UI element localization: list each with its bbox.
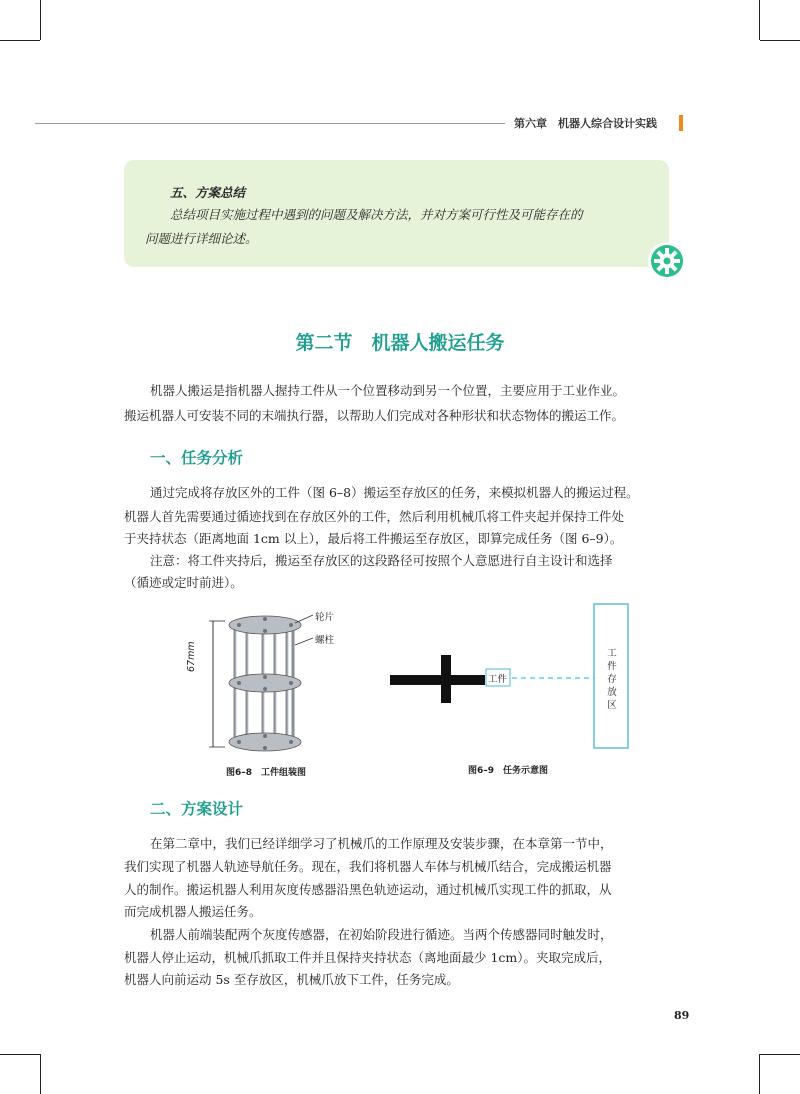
crop-mark [760, 1054, 800, 1055]
paragraph-line: 在第二章中，我们已经详细学习了机械爪的工作原理及安装步骤，在本章第一节中， [150, 836, 613, 851]
workpiece-label: 工件 [488, 674, 508, 685]
paragraph-line: 搬运机器人可安装不同的末端执行器，以帮助人们完成对各种形状和状态物体的搬运工作。 [124, 408, 625, 423]
paragraph-line: 机器人前端装配两个灰度传感器，在初始阶段进行循迹。当两个传感器同时触发时， [150, 927, 613, 942]
paragraph-line: 我们实现了机器人轨迹导航任务。现在，我们将机器人车体与机械爪结合，完成搬运机器 [124, 859, 612, 874]
header-accent-bar [679, 115, 683, 131]
crop-mark [759, 1054, 760, 1094]
storage-zone-label: 工件存放区 [607, 648, 617, 711]
paragraph-line: 注意：将工件夹持后，搬运至存放区的这段路径可按照个人意愿进行自主设计和选择 [150, 553, 613, 568]
page-number: 89 [674, 1009, 690, 1022]
summary-text: 总结项目实施过程中遇到的问题及解决方法，并对方案可行性及可能存在的 [170, 207, 583, 222]
label-pillar: 螺柱 [315, 635, 335, 646]
summary-heading: 五、方案总结 [170, 185, 246, 200]
paragraph-line: 人的制作。搬运机器人利用灰度传感器沿黑色轨迹运动，通过机械爪实现工件的抓取，从 [124, 882, 612, 897]
paragraph-line: （循迹或定时前进）。 [124, 575, 243, 590]
label-wheel: 轮片 [315, 612, 335, 623]
paragraph-line: 通过完成将存放区外的工件（图 6–8）搬运至存放区的任务，来模拟机器人的搬运过程。 [150, 485, 639, 500]
paragraph-line: 而完成机器人搬运任务。 [124, 904, 262, 919]
crop-mark [40, 0, 41, 40]
subsection-heading: 一、任务分析 [150, 449, 244, 467]
figure-caption: 图6–9 任务示意图 [468, 766, 549, 776]
crop-mark [40, 1054, 41, 1094]
subsection-heading: 二、方案设计 [150, 800, 244, 818]
crop-mark [760, 40, 800, 41]
paragraph-line: 于夹持状态（距离地面 1cm 以上），最后将工件搬运至存放区，即算完成任务（图 6–9）。 [124, 531, 623, 546]
paragraph-line: 机器人搬运是指机器人握持工件从一个位置移动到另一个位置，主要应用于工业作业。 [150, 383, 626, 398]
task-diagram-figure [390, 603, 640, 753]
crop-mark [759, 0, 760, 40]
paragraph-line: 机器人向前运动 5s 至存放区，机械爪放下工件，任务完成。 [124, 972, 459, 987]
header-rule [35, 123, 505, 124]
dimension-label: 67mm [186, 641, 197, 672]
crop-mark [0, 40, 40, 41]
crop-mark [0, 1054, 40, 1055]
gear-icon [647, 241, 687, 281]
workpiece-assembly-figure [195, 605, 355, 755]
paragraph-line: 机器人停止运动，机械爪抓取工件并且保持夹持状态（离地面最少 1cm）。夹取完成后， [124, 950, 612, 965]
paragraph-line: 机器人首先需要通过循迹找到在存放区外的工件，然后利用机械爪将工件夹起并保持工件处 [124, 509, 625, 524]
chapter-title: 第六章 机器人综合设计实践 [514, 117, 657, 130]
figure-caption: 图6–8 工件组装图 [226, 768, 307, 778]
summary-text: 问题进行详细论述。 [145, 231, 258, 246]
section-title: 第二节 机器人搬运任务 [295, 332, 505, 354]
